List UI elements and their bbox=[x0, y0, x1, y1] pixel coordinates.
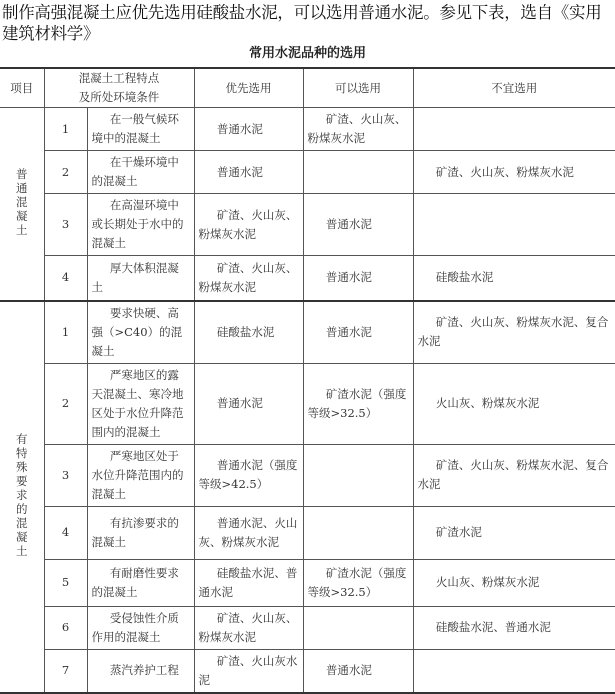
preferred-cell: 矿渣、火山灰、粉煤灰水泥 bbox=[194, 606, 303, 649]
allowed-cell bbox=[303, 606, 413, 649]
group-label-text: 普通混凝土 bbox=[16, 167, 28, 238]
row-number: 6 bbox=[44, 606, 87, 649]
condition-cell: 有抗渗要求的混凝土 bbox=[87, 506, 194, 559]
group-label bbox=[0, 301, 44, 693]
table-title: 常用水泥品种的选用 bbox=[248, 46, 366, 61]
table-row bbox=[0, 363, 615, 444]
allowed-cell bbox=[303, 151, 413, 194]
condition-cell: 有耐磨性要求的混凝土 bbox=[87, 559, 194, 606]
unsuitable-cell: 矿渣、火山灰、粉煤灰水泥、复合水泥 bbox=[413, 301, 615, 364]
table-row bbox=[0, 506, 615, 559]
allowed-cell: 普通水泥 bbox=[303, 256, 413, 301]
intro-text: 制作高强混凝土应优先选用硅酸盐水泥，可以选用普通水泥。参见下表，选自《实用建筑材料学》 bbox=[2, 3, 602, 43]
preferred-cell: 硅酸盐水泥 bbox=[194, 301, 303, 364]
unsuitable-cell: 矿渣、火山灰、粉煤灰水泥 bbox=[413, 151, 615, 194]
row-number: 3 bbox=[44, 444, 87, 506]
allowed-cell: 普通水泥 bbox=[303, 194, 413, 256]
allowed-cell: 矿渣水泥（强度等级>32.5） bbox=[303, 559, 413, 606]
condition-cell: 在一般气候环境中的混凝土 bbox=[87, 108, 194, 151]
allowed-cell: 矿渣水泥（强度等级>32.5） bbox=[303, 363, 413, 444]
header-allowed: 可以选用 bbox=[303, 68, 413, 108]
header-item: 项目 bbox=[0, 68, 44, 108]
table-row bbox=[0, 606, 615, 649]
allowed-cell: 普通水泥 bbox=[303, 649, 413, 693]
condition-cell: 在干燥环境中的混凝土 bbox=[87, 151, 194, 194]
condition-cell: 严寒地区的露天混凝土、寒冷地区处于水位升降范围内的混凝土 bbox=[87, 363, 194, 444]
condition-cell: 厚大体积混凝土 bbox=[87, 256, 194, 301]
table-row bbox=[0, 194, 615, 256]
unsuitable-cell bbox=[413, 194, 615, 256]
header-condition: 混凝土工程特点及所处环境条件 bbox=[44, 68, 194, 108]
condition-cell: 严寒地区处于水位升降范围内的混凝土 bbox=[87, 444, 194, 506]
table-row bbox=[0, 444, 615, 506]
condition-cell: 受侵蚀性介质作用的混凝土 bbox=[87, 606, 194, 649]
preferred-cell: 矿渣、火山灰、粉煤灰水泥 bbox=[194, 194, 303, 256]
allowed-cell bbox=[303, 506, 413, 559]
unsuitable-cell: 矿渣水泥 bbox=[413, 506, 615, 559]
row-number: 2 bbox=[44, 363, 87, 444]
condition-cell: 蒸汽养护工程 bbox=[87, 649, 194, 693]
row-number: 4 bbox=[44, 256, 87, 301]
row-number: 1 bbox=[44, 108, 87, 151]
unsuitable-cell: 硅酸盐水泥、普通水泥 bbox=[413, 606, 615, 649]
row-number: 3 bbox=[44, 194, 87, 256]
row-number: 5 bbox=[44, 559, 87, 606]
allowed-cell bbox=[303, 444, 413, 506]
unsuitable-cell: 矿渣、火山灰、粉煤灰水泥、复合水泥 bbox=[413, 444, 615, 506]
condition-cell: 在高湿环境中或长期处于水中的混凝土 bbox=[87, 194, 194, 256]
preferred-cell: 硅酸盐水泥、普通水泥 bbox=[194, 559, 303, 606]
table-row bbox=[0, 151, 615, 194]
group-label-text: 有特殊要求的混凝土 bbox=[16, 432, 28, 558]
row-number: 2 bbox=[44, 151, 87, 194]
condition-cell: 要求快硬、高强（>C40）的混凝土 bbox=[87, 301, 194, 364]
preferred-cell: 普通水泥（强度等级>42.5） bbox=[194, 444, 303, 506]
allowed-cell: 普通水泥 bbox=[303, 301, 413, 364]
row-number: 7 bbox=[44, 649, 87, 693]
unsuitable-cell: 火山灰、粉煤灰水泥 bbox=[413, 559, 615, 606]
table-row bbox=[0, 256, 615, 301]
unsuitable-cell bbox=[413, 108, 615, 151]
group-label bbox=[0, 108, 44, 301]
table-row bbox=[0, 108, 615, 151]
preferred-cell: 矿渣、火山灰水泥 bbox=[194, 649, 303, 693]
table-row bbox=[0, 301, 615, 364]
row-number: 4 bbox=[44, 506, 87, 559]
unsuitable-cell: 火山灰、粉煤灰水泥 bbox=[413, 363, 615, 444]
preferred-cell: 普通水泥 bbox=[194, 151, 303, 194]
cement-selection-table bbox=[0, 67, 615, 694]
allowed-cell: 矿渣、火山灰、粉煤灰水泥 bbox=[303, 108, 413, 151]
table-row bbox=[0, 559, 615, 606]
unsuitable-cell: 硅酸盐水泥 bbox=[413, 256, 615, 301]
header-preferred: 优先选用 bbox=[194, 68, 303, 108]
row-number: 1 bbox=[44, 301, 87, 364]
preferred-cell: 普通水泥 bbox=[194, 108, 303, 151]
preferred-cell: 普通水泥 bbox=[194, 363, 303, 444]
preferred-cell: 矿渣、火山灰、粉煤灰水泥 bbox=[194, 256, 303, 301]
table-row bbox=[0, 649, 615, 693]
header-unsuitable: 不宜选用 bbox=[413, 68, 615, 108]
preferred-cell: 普通水泥、火山灰、粉煤灰水泥 bbox=[194, 506, 303, 559]
unsuitable-cell bbox=[413, 649, 615, 693]
